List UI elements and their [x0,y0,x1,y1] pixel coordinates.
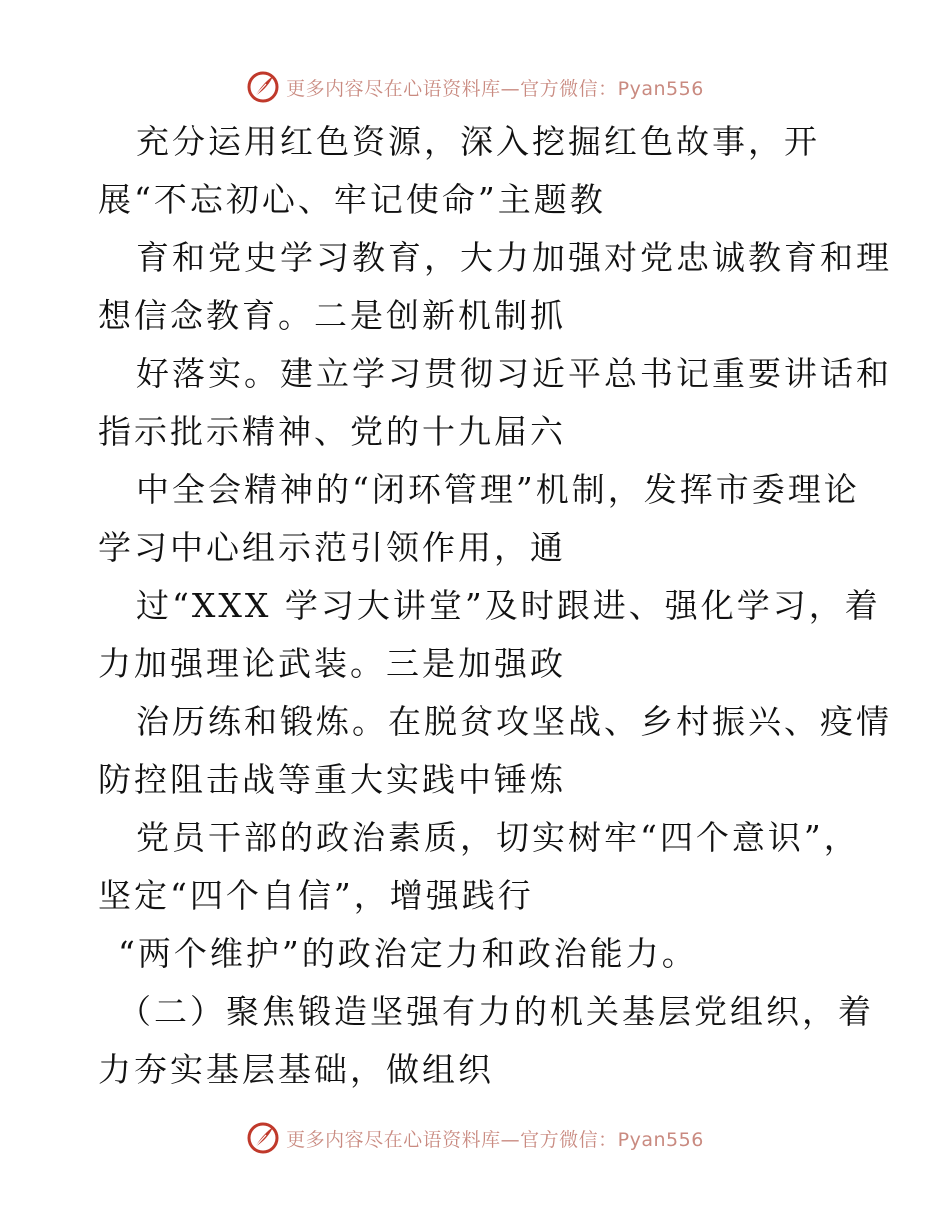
text-line: 学习中心组示范引领作用，通 [98,528,566,567]
text-line: 力夯实基层基础，做组织 [98,1050,494,1089]
text-line: 中全会精神的“闭环管理”机制，发挥市委理论 [136,470,860,509]
text-line: 防控阻击战等重大实践中锤炼 [98,760,566,799]
text-line: 指示批示精神、党的十九届六 [98,412,566,451]
feather-logo-icon [246,1121,280,1155]
text-line: 育和党史学习教育，大力加强对党忠诚教育和理 [136,238,892,277]
watermark-text: 更多内容尽在心语资料库—官方微信：Pyan556 [286,77,704,100]
text-line: 过“XXX 学习大讲堂”及时跟进、强化学习，着 [136,586,881,625]
header-watermark [0,70,950,104]
watermark-text: 更多内容尽在心语资料库—官方微信：Pyan556 [286,1128,704,1151]
text-line: 坚定“四个自信”，增强践行 [98,876,534,915]
text-line: 展“不忘初心、牢记使命”主题教 [98,180,606,219]
text-line: 好落实。建立学习贯彻习近平总书记重要讲话和 [136,354,892,393]
text-line: 充分运用红色资源，深入挖掘红色故事，开 [136,122,820,161]
text-line: 想信念教育。二是创新机制抓 [98,296,566,335]
document-body [98,122,892,1090]
footer-watermark [0,1121,950,1155]
text-line: 治历练和锻炼。在脱贫攻坚战、乡村振兴、疫情 [136,702,892,741]
text-line: 力加强理论武装。三是加强政 [98,644,566,683]
text-line: （二）聚焦锻造坚强有力的机关基层党组织，着 [118,992,874,1031]
text-line: 党员干部的政治素质，切实树牢“四个意识”， [136,818,860,857]
feather-logo-icon [246,70,280,104]
text-line: “两个维护”的政治定力和政治能力。 [118,934,698,973]
